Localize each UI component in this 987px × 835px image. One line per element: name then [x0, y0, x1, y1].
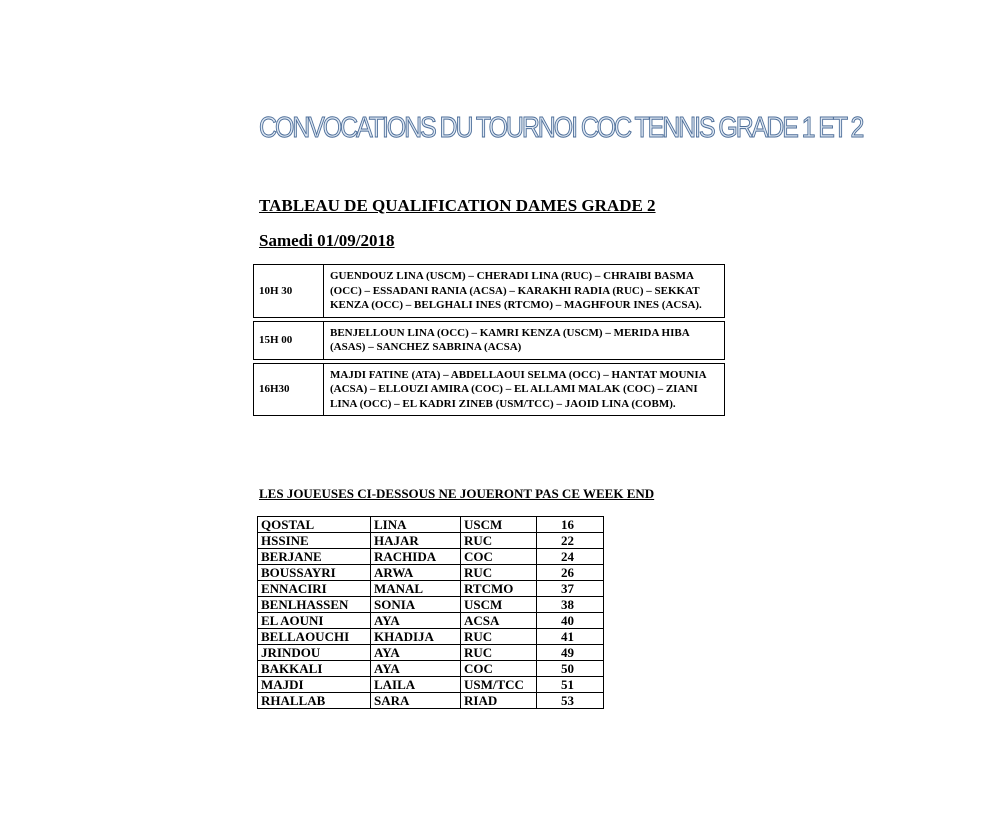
table-row — [258, 645, 604, 661]
slot-time: 16H30 — [254, 364, 324, 416]
absent-players-title: LES JOUEUSES CI-DESSOUS NE JOUERONT PAS CE WEEK END — [259, 486, 655, 501]
first-name-cell: ARWA — [371, 565, 461, 581]
club-cell: RUC — [461, 645, 537, 661]
last-name-cell: JRINDOU — [258, 645, 371, 661]
schedule-date: Samedi 01/09/2018 — [259, 231, 395, 250]
last-name-cell: RHALLAB — [258, 693, 371, 709]
first-name-cell: RACHIDA — [371, 549, 461, 565]
schedule-row — [253, 363, 725, 417]
schedule-row — [253, 321, 725, 360]
last-name-cell: BERJANE — [258, 549, 371, 565]
club-cell: COC — [461, 549, 537, 565]
first-name-cell: LINA — [371, 517, 461, 533]
last-name-cell: HSSINE — [258, 533, 371, 549]
table-row — [258, 581, 604, 597]
club-cell: COC — [461, 661, 537, 677]
ranking-cell: 40 — [537, 613, 604, 629]
ranking-cell: 51 — [537, 677, 604, 693]
first-name-cell: KHADIJA — [371, 629, 461, 645]
slot-time: 10H 30 — [254, 265, 324, 317]
ranking-cell: 22 — [537, 533, 604, 549]
club-cell: USM/TCC — [461, 677, 537, 693]
table-row — [258, 677, 604, 693]
schedule-row — [253, 264, 725, 318]
ranking-cell: 16 — [537, 517, 604, 533]
club-cell: USCM — [461, 597, 537, 613]
ranking-cell: 24 — [537, 549, 604, 565]
section-title: TABLEAU DE QUALIFICATION DAMES GRADE 2 — [259, 196, 656, 215]
table-row — [258, 517, 604, 533]
slot-time: 15H 00 — [254, 322, 324, 359]
table-row — [258, 549, 604, 565]
first-name-cell: AYA — [371, 645, 461, 661]
table-row — [258, 613, 604, 629]
table-row — [258, 629, 604, 645]
ranking-cell: 50 — [537, 661, 604, 677]
club-cell: RUC — [461, 565, 537, 581]
first-name-cell: MANAL — [371, 581, 461, 597]
ranking-cell: 38 — [537, 597, 604, 613]
ranking-cell: 37 — [537, 581, 604, 597]
club-cell: USCM — [461, 517, 537, 533]
ranking-cell: 41 — [537, 629, 604, 645]
first-name-cell: SONIA — [371, 597, 461, 613]
club-cell: RUC — [461, 629, 537, 645]
club-cell: ACSA — [461, 613, 537, 629]
table-row — [258, 533, 604, 549]
slot-players: MAJDI FATINE (ATA) – ABDELLAOUI SELMA (OCC) – HANTAT MOUNIA (ACSA) – ELLOUZI AMIRA (COC) – EL ALLAMI MALAK (COC) – ZIANI LINA (OCC) – EL KADRI ZINEB (USM/TCC) – JAOID LINA (COBM). — [330, 368, 706, 410]
first-name-cell: AYA — [371, 661, 461, 677]
last-name-cell: BOUSSAYRI — [258, 565, 371, 581]
last-name-cell: QOSTAL — [258, 517, 371, 533]
first-name-cell: HAJAR — [371, 533, 461, 549]
last-name-cell: ENNACIRI — [258, 581, 371, 597]
last-name-cell: BAKKALI — [258, 661, 371, 677]
absent-players-table — [257, 516, 604, 709]
table-row — [258, 597, 604, 613]
last-name-cell: EL AOUNI — [258, 613, 371, 629]
table-row — [258, 661, 604, 677]
first-name-cell: AYA — [371, 613, 461, 629]
slot-players: BENJELLOUN LINA (OCC) – KAMRI KENZA (USCM) – MERIDA HIBA (ASAS) – SANCHEZ SABRINA (ACSA) — [330, 326, 690, 353]
last-name-cell: MAJDI — [258, 677, 371, 693]
slot-players: GUENDOUZ LINA (USCM) – CHERADI LINA (RUC) – CHRAIBI BASMA (OCC) – ESSADANI RANIA (ACSA) – KARAKHI RADIA (RUC) – SEKKAT KENZA (OCC) – BELGHALI INES (RTCMO) – MAGHFOUR INES (ACSA). — [330, 270, 702, 311]
club-cell: RIAD — [461, 693, 537, 709]
ranking-cell: 49 — [537, 645, 604, 661]
ranking-cell: 53 — [537, 693, 604, 709]
schedule-table — [253, 264, 725, 416]
first-name-cell: LAILA — [371, 677, 461, 693]
last-name-cell: BENLHASSEN — [258, 597, 371, 613]
club-cell: RUC — [461, 533, 537, 549]
table-row — [258, 693, 604, 709]
document-title: CONVOCATIONS DU TOURNOI COC TENNIS GRADE 1 ET 2 — [259, 112, 863, 144]
ranking-cell: 26 — [537, 565, 604, 581]
first-name-cell: SARA — [371, 693, 461, 709]
last-name-cell: BELLAOUCHI — [258, 629, 371, 645]
table-row — [258, 565, 604, 581]
club-cell: RTCMO — [461, 581, 537, 597]
